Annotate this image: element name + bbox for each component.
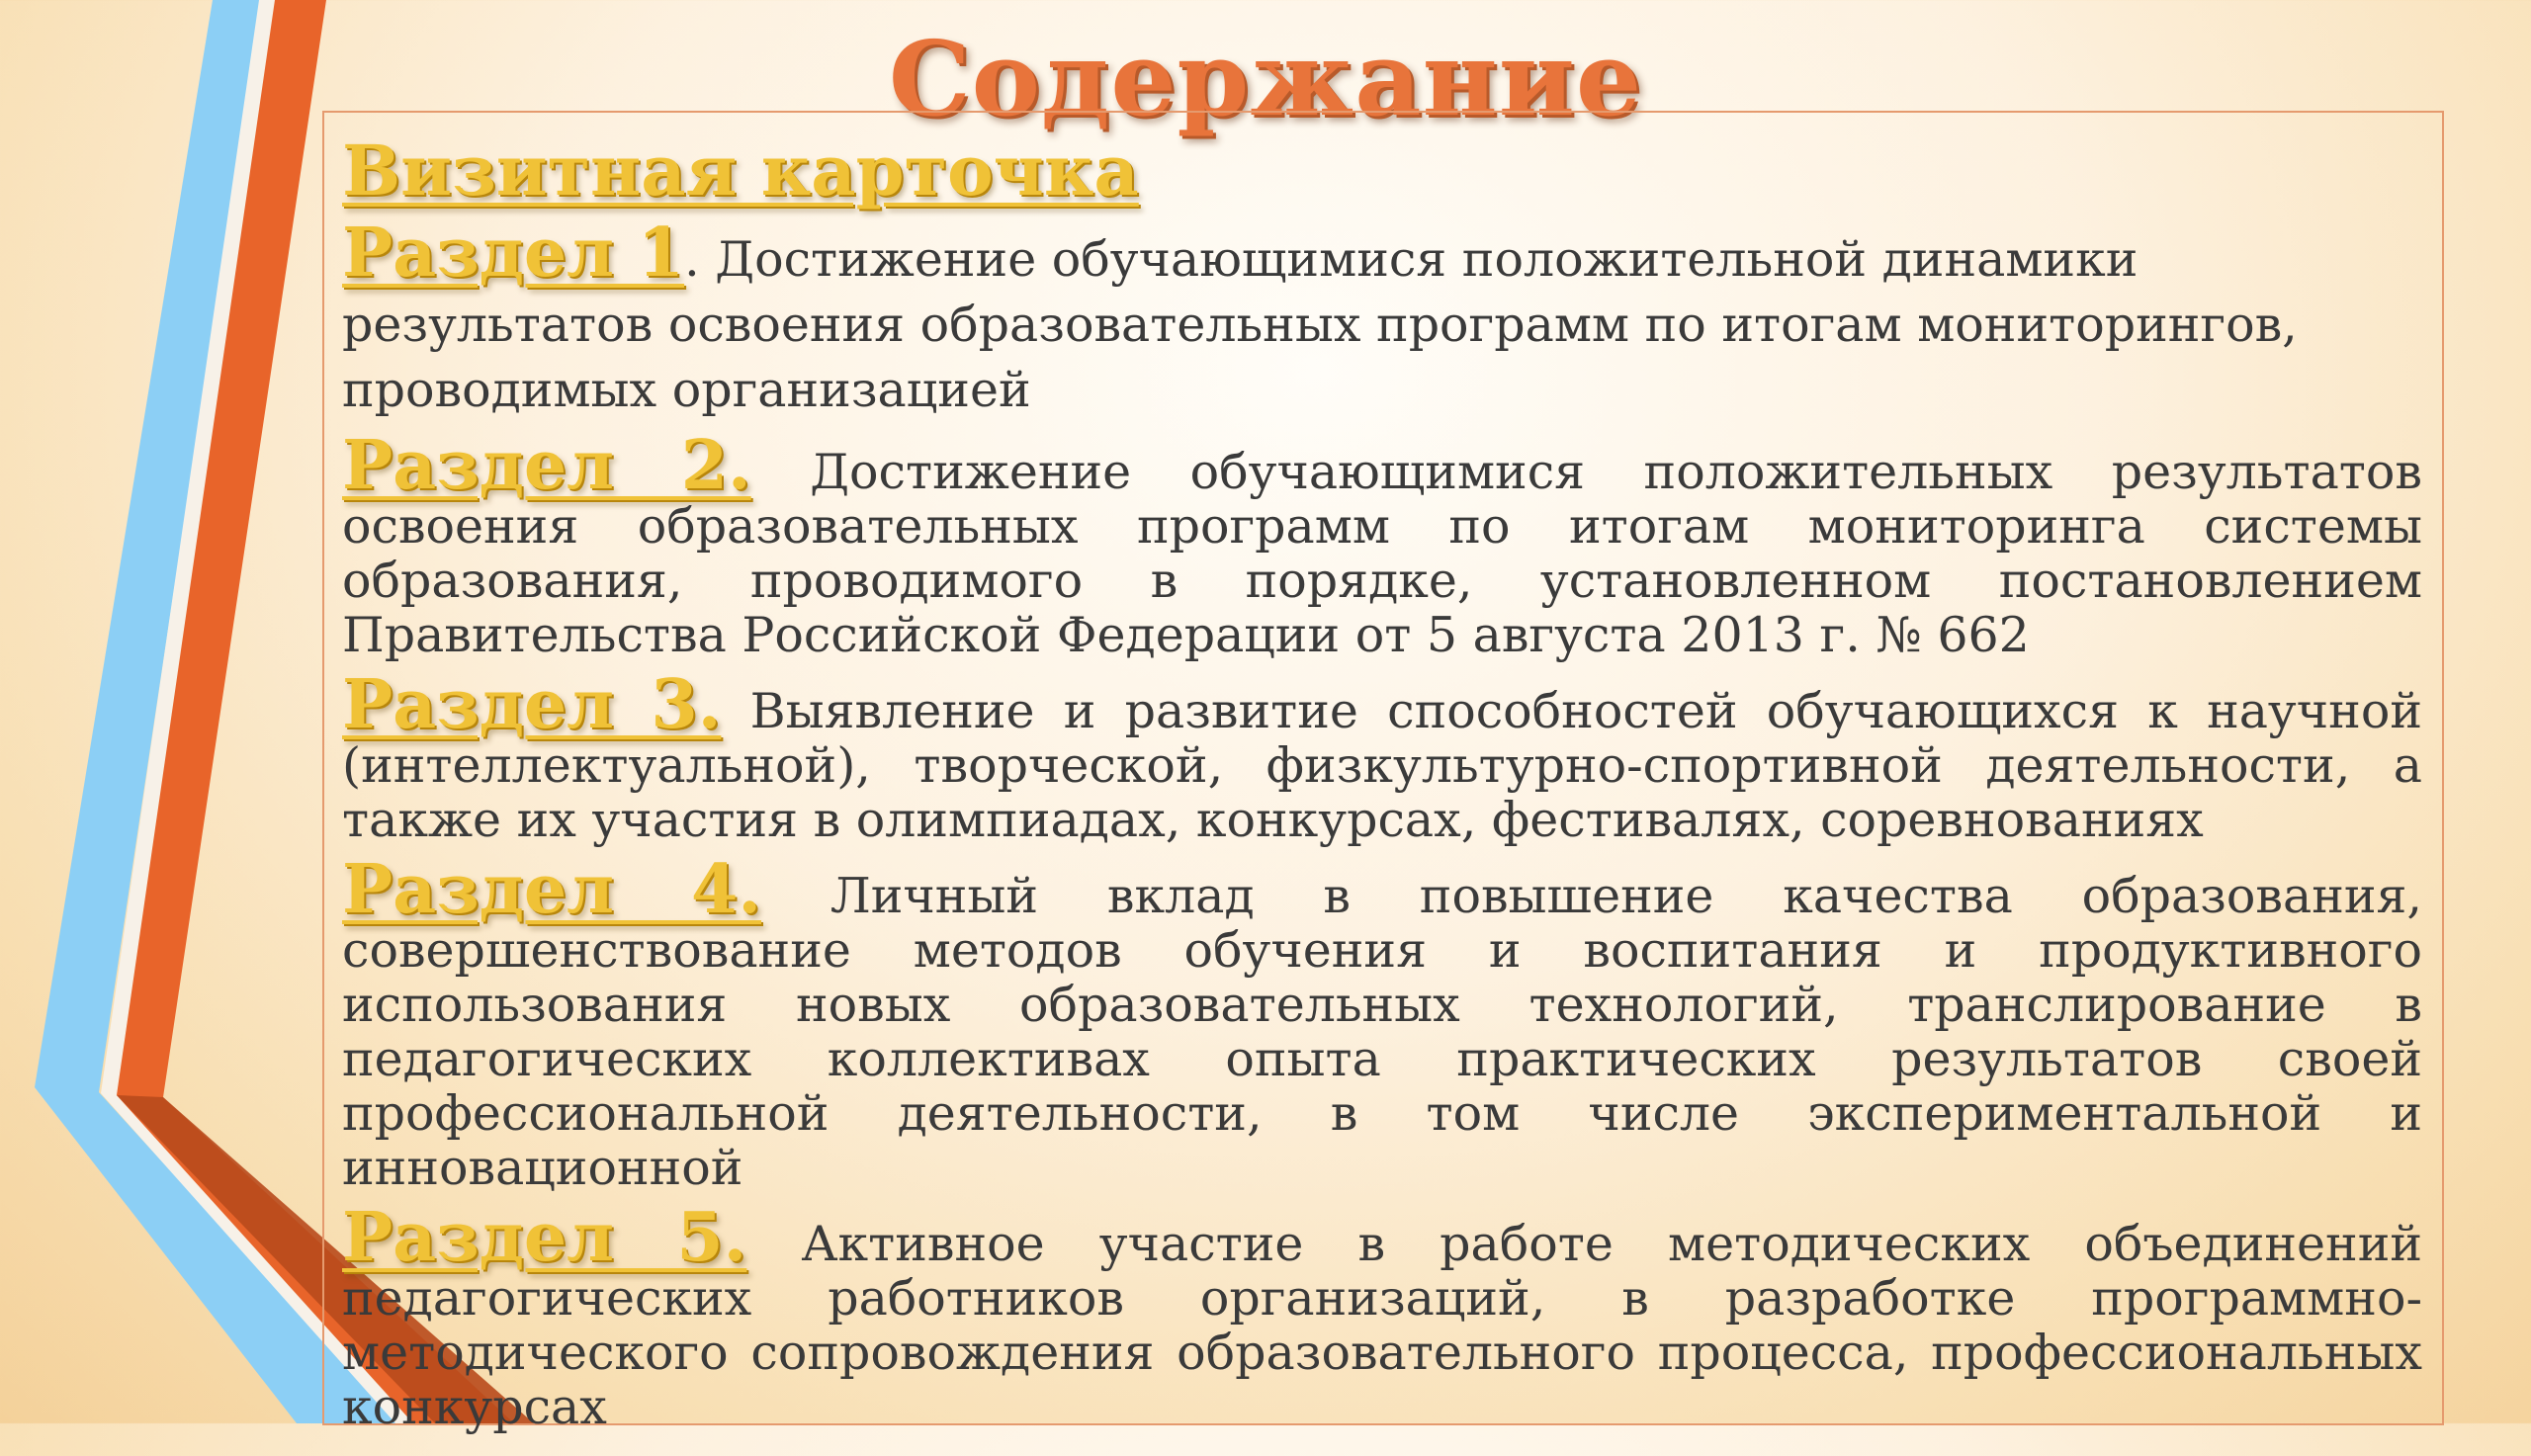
- vcard-link[interactable]: Визитная карточка: [342, 129, 1139, 212]
- section-5-text: Активное участие в работе методических объединений педагогических работников организаций, в разработке программно-методического сопровождения образовательного процесса, профессиональных конкурсах: [342, 1216, 2423, 1435]
- table-of-contents: [342, 128, 2422, 1456]
- section-1-separator: .: [684, 231, 700, 288]
- section-2-text: Достижение обучающимися положительных результатов освоения образовательных программ по итогам мониторинга системы образования, проводимого в порядке, установленном постановлением Правительства Российской Федерации от 5 августа 2013 г. № 662: [342, 444, 2423, 663]
- section-4-link[interactable]: Раздел 4.: [342, 850, 762, 929]
- section-2-link[interactable]: Раздел 2.: [342, 426, 751, 505]
- section-5: [342, 1198, 2423, 1435]
- slide-title: Содержание: [888, 18, 1643, 139]
- section-1: [342, 214, 2422, 423]
- section-3: [342, 665, 2422, 848]
- section-4-text: Личный вклад в повышение качества образования, совершенствование методов обучения и воспитания и продуктивного использования новых образовательных технологий, транслирование в педагогических коллективах опыта практических результатов своей профессиональной деятельности, в том числе экспериментальной и инновационной: [342, 868, 2422, 1196]
- section-3-link[interactable]: Раздел 3.: [342, 665, 722, 744]
- section-1-link[interactable]: Раздел 1: [342, 214, 685, 293]
- section-2: [342, 426, 2423, 663]
- section-4: [342, 850, 2422, 1196]
- section-3-text: Выявление и развитие способностей обучающихся к научной (интеллектуальной), творческой, физкультурно-спортивной деятельности, а также их участия в олимпиадах, конкурсах, фестивалях, соревнованиях: [342, 683, 2422, 848]
- section-1-text: Достижение обучающимися положительной динамики результатов освоения образовательных программ по итогам мониторингов, проводимых организацией: [342, 231, 2298, 418]
- section-5-link[interactable]: Раздел 5.: [342, 1198, 747, 1277]
